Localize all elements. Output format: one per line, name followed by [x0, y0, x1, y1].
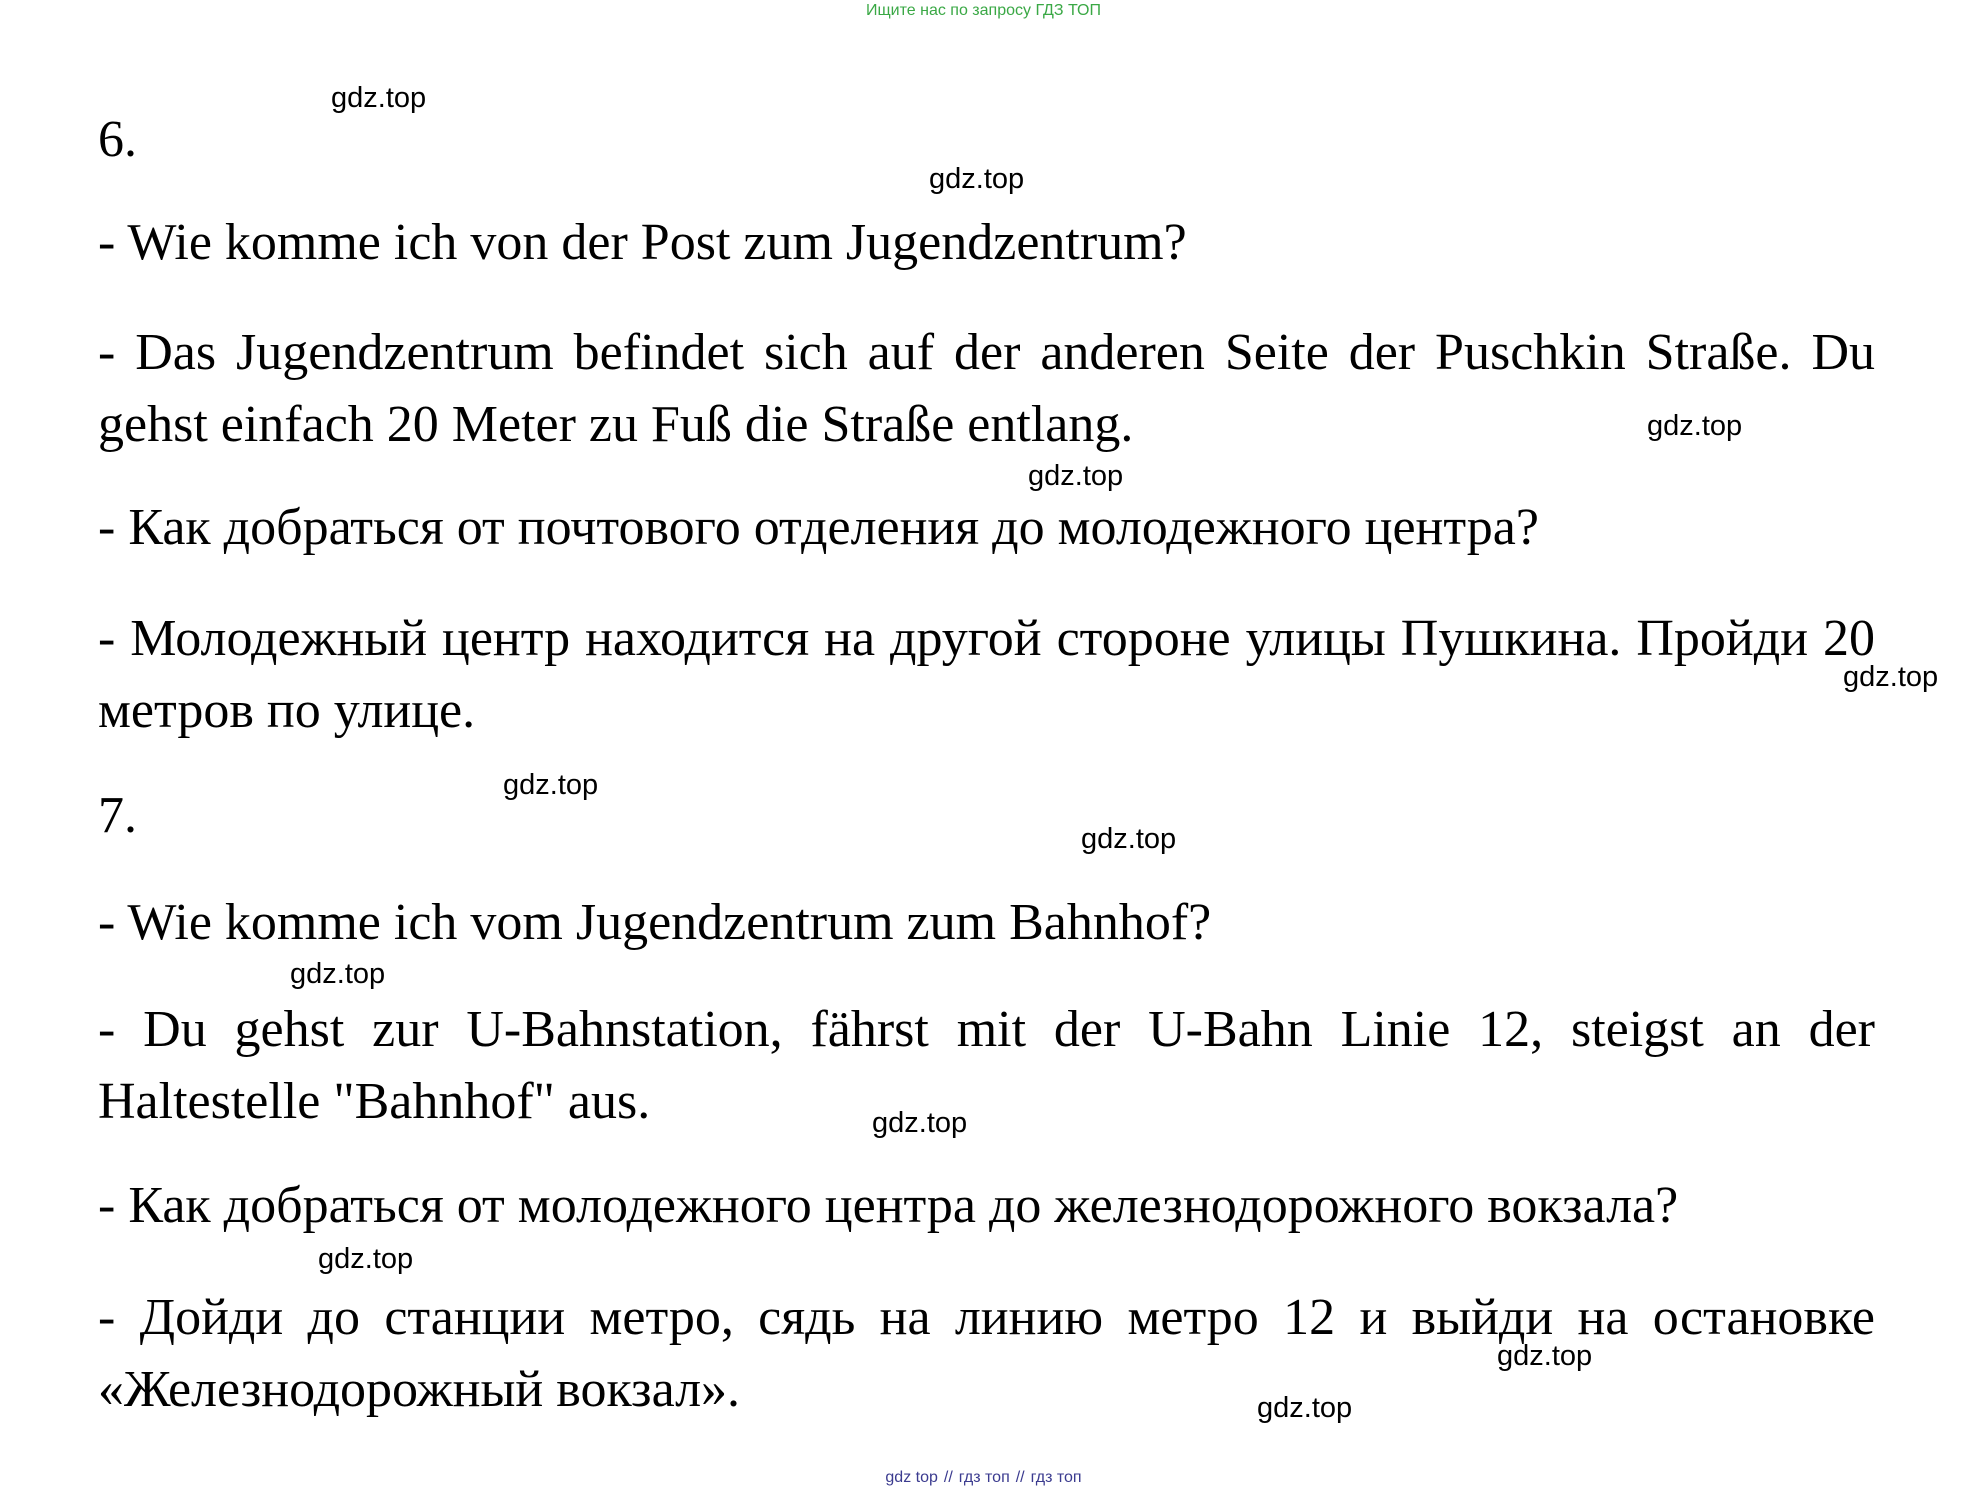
- watermark: gdz.top: [290, 958, 386, 990]
- answer-german: - Du gehst zur U-Bahnstation, fährst mit der U-Bahn Linie 12, steigst an der Haltestelle "Bahnhof" aus.: [98, 1001, 1875, 1130]
- footer-separator: //: [1015, 1469, 1025, 1486]
- watermark: gdz.top: [1257, 1392, 1353, 1424]
- section-number: 6.: [98, 111, 137, 168]
- question-russian: - Как добраться от почтового отделения до молодежного центра?: [98, 499, 1539, 556]
- watermark: gdz.top: [1028, 460, 1124, 492]
- watermark: gdz.top: [872, 1107, 968, 1139]
- question-german: - Wie komme ich von der Post zum Jugendzentrum?: [98, 214, 1187, 271]
- watermark: gdz.top: [1497, 1340, 1593, 1372]
- question-german: - Wie komme ich vom Jugendzentrum zum Bahnhof?: [98, 894, 1212, 951]
- watermark: gdz.top: [331, 82, 427, 114]
- footer-link[interactable]: гдз топ: [958, 1469, 1010, 1486]
- answer-russian: - Молодежный центр находится на другой стороне улицы Пушкина. Пройди 20 метров по улице.: [98, 610, 1875, 739]
- top-banner: Ищите нас по запросу ГДЗ ТОП: [866, 2, 1101, 19]
- footer-links: [0, 1469, 1967, 1487]
- watermark: gdz.top: [318, 1243, 414, 1275]
- watermark: gdz.top: [1843, 661, 1939, 693]
- answer-german: - Das Jugendzentrum befindet sich auf der anderen Seite der Puschkin Straße. Du gehst einfach 20 Meter zu Fuß die Straße entlang.: [98, 324, 1875, 453]
- watermark: gdz.top: [1647, 410, 1743, 442]
- footer-link[interactable]: гдз топ: [1030, 1469, 1082, 1486]
- answer-russian: - Дойди до станции метро, сядь на линию метро 12 и выйди на остановке «Железнодорожный вокзал».: [98, 1289, 1875, 1418]
- watermark: gdz.top: [1081, 823, 1177, 855]
- watermark: gdz.top: [503, 769, 599, 801]
- section-number: 7.: [98, 787, 137, 844]
- footer-link[interactable]: gdz top: [885, 1469, 938, 1486]
- footer-separator: //: [943, 1469, 953, 1486]
- watermark: gdz.top: [929, 163, 1025, 195]
- question-russian: - Как добраться от молодежного центра до железнодорожного вокзала?: [98, 1177, 1679, 1234]
